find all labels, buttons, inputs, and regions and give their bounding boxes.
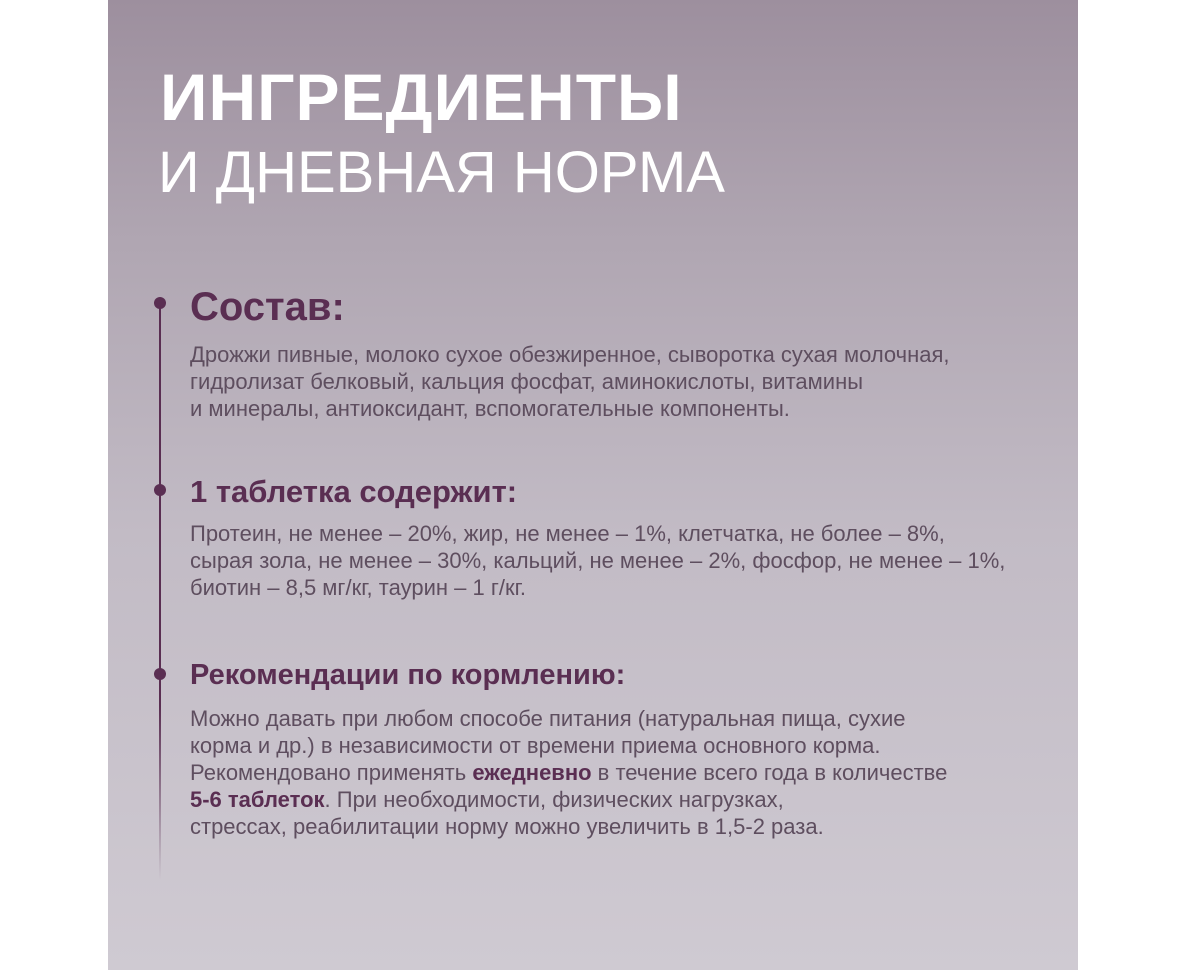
text-fragment: . При необходимости, физических нагрузках, — [324, 787, 784, 812]
text-line: стрессах, реабилитации норму можно увеличить в 1,5-2 раза. — [190, 814, 824, 839]
text-line: Дрожжи пивные, молоко сухое обезжиренное, сыворотка сухая молочная, — [190, 342, 950, 367]
text-fragment: Рекомендовано применять — [190, 760, 473, 785]
text-line: гидролизат белковый, кальция фосфат, аминокислоты, витамины — [190, 369, 864, 394]
ingredients-card — [108, 0, 1078, 970]
section-body-feeding — [190, 705, 947, 840]
timeline-line — [159, 300, 161, 880]
section-body-tablet-contents — [190, 520, 1005, 601]
text-line: корма и др.) в независимости от времени приема основного корма. — [190, 733, 881, 758]
bullet-dot-icon — [154, 484, 166, 496]
emphasis-dose: 5-6 таблеток — [190, 787, 325, 812]
text-line: Протеин, не менее – 20%, жир, не менее – 1%, клетчатка, не более – 8%, — [190, 521, 945, 546]
text-line: биотин – 8,5 мг/кг, таурин – 1 г/кг. — [190, 575, 527, 600]
page-subtitle: И ДНЕВНАЯ НОРМА — [158, 140, 725, 205]
text-line — [190, 759, 947, 786]
text-line: сырая зола, не менее – 30%, кальций, не менее – 2%, фосфор, не менее – 1%, — [190, 548, 1006, 573]
text-line: и минералы, антиоксидант, вспомогательные компоненты. — [190, 396, 790, 421]
section-heading-tablet-contents: 1 таблетка содержит: — [190, 474, 518, 509]
section-heading-feeding: Рекомендации по кормлению: — [190, 659, 626, 691]
text-line — [190, 786, 947, 813]
section-heading-composition: Состав: — [190, 285, 345, 329]
bullet-dot-icon — [154, 668, 166, 680]
text-fragment: в течение всего года в количестве — [591, 760, 948, 785]
page-title: ИНГРЕДИЕНТЫ — [160, 60, 683, 134]
bullet-dot-icon — [154, 297, 166, 309]
text-line: Можно давать при любом способе питания (натуральная пища, сухие — [190, 706, 906, 731]
emphasis-daily: ежедневно — [472, 760, 592, 785]
section-body-composition — [190, 341, 950, 422]
